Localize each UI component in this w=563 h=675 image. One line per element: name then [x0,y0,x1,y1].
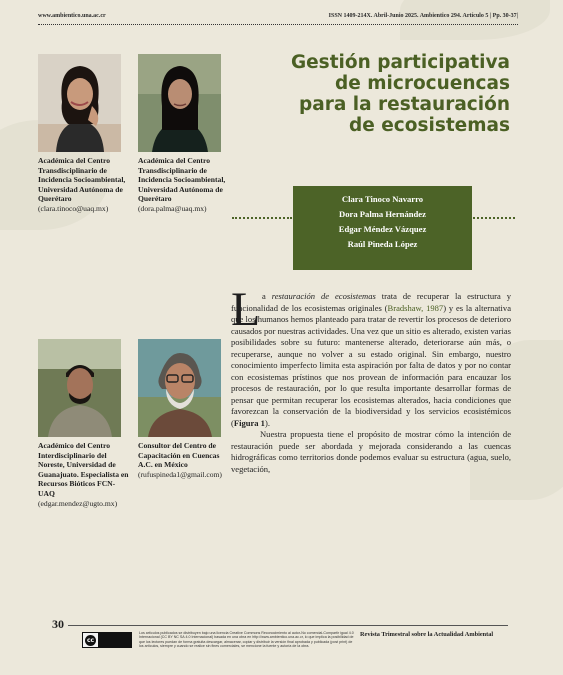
journal-tagline: Revista Trimestral sobre la Actualidad Ambiental [360,631,494,638]
author-name: Clara Tinoco Navarro [341,194,424,204]
bio-email[interactable]: (edgar.mendez@ugto.mx) [38,498,118,508]
header-divider [38,24,518,25]
paragraph-2: Nuestra propuesta tiene el propósito de mostrar cómo la intención de restauración puede ser abordada y mejorada considerando a las cuencas hidrográficas como territorios donde podemos evaluar su estructura (agua, suelo, vegetación, [231,429,511,474]
bio-email[interactable]: (clara.tinoco@uaq.mx) [38,203,109,213]
footer-divider [68,625,508,626]
text-run: trata de recuperar la estructura y funcionalidad de los ecosistemas originales ( [231,291,511,313]
author-bio-dora [138,156,230,214]
license-notice: Los artículos publicados se distribuyen bajo una licencia Creative Commons Reconocimiento al autor-No comercial-Compartir igual 4.0 Internacional (CC BY NC SA 4.0 Internacional) basada en una obra en http://www.ambientico.una.ac.cr, lo que implica la posibilidad de que los lectores puedan de forma gratuita descargar, almacenar, copiar y distribuir la versión final aprobada y publicada (post print) de los artículos, siempre y cuando se realice sin fines comerciales, se mencione la fuente y autoría de la obra. [139,631,354,649]
site-url[interactable]: www.ambientico.una.ac.cr [38,13,106,19]
author-photo-raul [138,339,221,437]
bio-affiliation: Consultor del Centro de Capacitación en Cuencas A.C. en México [138,441,220,470]
author-bio-raul [138,441,230,479]
citation-link[interactable]: Bradshaw, 1987 [387,302,444,313]
author-name: Raúl Pineda López [347,239,418,249]
text-run: ). [264,417,270,428]
creative-commons-badge[interactable] [82,632,132,648]
cc-license-icons [98,633,131,647]
text-run: ) y es la alternativa que los humanos hemos planteado para tratar de revertir los procesos de deterioro causados por nuestras actividades. Una vez que un sitio es alterado, existen varias posibilidades sobre su futuro: mantenerse alterado, deteriorarse aún más, o recuperarse, aunque no volver a su estado original. Sin embargo, nuestro conocimiento imperfecto limita esta aspiración por falta de datos y por no contar con ecosistemas prístinos que nos provean de información para encauzar los procesos de restauración, por lo que resulta importante desarrollar formas de pensar que permitan recuperar los ecosistemas alterados, hacia condiciones que favorezcan la conservación de la biodiversidad y los servicios ecosistémicos ( [231,302,511,428]
dotted-rule-left [232,217,292,219]
author-photo-clara [38,54,121,152]
article-body [231,291,511,475]
author-photo-edgar [38,339,121,437]
bio-affiliation: Académico del Centro Interdisciplinario del Noreste, Universidad de Guanajuato. Especialista en Recursos Bióticos FCN-UAQ [38,441,129,498]
cc-icon: cc [86,636,95,644]
paragraph-1 [231,291,511,429]
figure-reference[interactable]: Figura 1 [233,417,265,428]
drop-cap: L [231,283,261,336]
page-number: 30 [52,617,64,631]
bio-affiliation: Académica del Centro Transdisciplinario de Incidencia Socioambiental, Universidad Autónoma de Querétaro [138,156,226,204]
authors-box [293,186,472,270]
bio-email[interactable]: (dora.palma@uaq.mx) [138,203,207,213]
author-bio-clara [38,156,130,214]
author-bio-edgar [38,441,130,508]
bio-email[interactable]: (rufuspineda1@gmail.com) [138,469,222,479]
author-name: Dora Palma Hernández [339,209,426,219]
issn-line: ISSN 1409-214X. Abril-Junio 2025. Ambientico 294. Artículo 5 | Pp. 30-37| [328,13,518,19]
author-photo-dora [138,54,221,152]
article-title: Gestión participativa de microcuencas para la restauración de ecosistemas [290,52,510,136]
text-run: a [262,291,272,301]
term-emphasis: restauración de ecosistemas [271,291,376,301]
author-name: Edgar Méndez Vázquez [338,224,427,234]
bio-affiliation: Académica del Centro Transdisciplinario de Incidencia Socioambiental, Universidad Autónoma de Querétaro [38,156,126,204]
dotted-rule-right [473,217,515,219]
